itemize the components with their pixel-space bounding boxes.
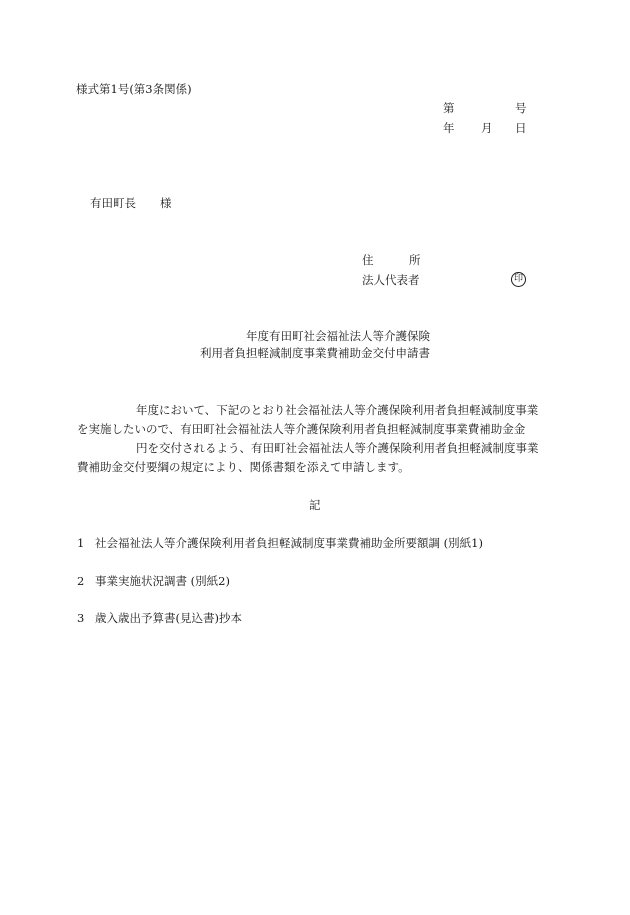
address-label-first-char: 住 [362, 253, 374, 267]
ki-heading: 記 [309, 498, 321, 512]
list-item-text: 歳入歳出予算書(見込書)抄本 [95, 611, 242, 625]
list-item [77, 613, 242, 625]
document-number-suffix: 号 [515, 101, 527, 115]
document-title-line-1: 年度有田町社会福祉法人等介護保険 [246, 329, 430, 343]
representative-label: 法人代表者 [362, 273, 420, 287]
document-number-label: 第 [443, 101, 455, 115]
address-label-second-char: 所 [409, 253, 421, 267]
list-item-number: 3 [77, 611, 85, 625]
body-text-line-2: を実施したいので、有田町社会福祉法人等介護保険利用者負担軽減制度事業費補助金金 [77, 422, 526, 436]
list-item-text: 事業実施状況調書 (別紙2) [95, 574, 230, 588]
date-month-label: 月 [481, 121, 493, 135]
body-text-line-3: 円を交付されるよう、有田町社会福祉法人等介護保険利用者負担軽減制度事業 [136, 441, 539, 455]
body-text-line-4: 費補助金交付要綱の規定により、関係書類を添えて申請します。 [77, 460, 410, 474]
list-item-number: 2 [77, 574, 85, 588]
document-title-line-2: 利用者負担軽減制度事業費補助金交付申請書 [200, 346, 430, 360]
form-number: 様式第1号(第3条関係) [76, 82, 192, 96]
recipient-name: 有田町長 [90, 196, 136, 210]
list-item-number: 1 [77, 536, 85, 550]
list-item-text: 社会福祉法人等介護保険利用者負担軽減制度事業費補助金所要額調 (別紙1) [95, 536, 483, 550]
body-text-line-1: 年度において、下記のとおり社会福祉法人等介護保険利用者負担軽減制度事業 [136, 403, 539, 417]
list-item [77, 576, 230, 588]
date-year-label: 年 [443, 121, 455, 135]
recipient-honorific: 様 [160, 196, 172, 210]
seal-icon: 印 [511, 272, 526, 287]
list-item [77, 538, 483, 550]
date-day-label: 日 [515, 121, 527, 135]
